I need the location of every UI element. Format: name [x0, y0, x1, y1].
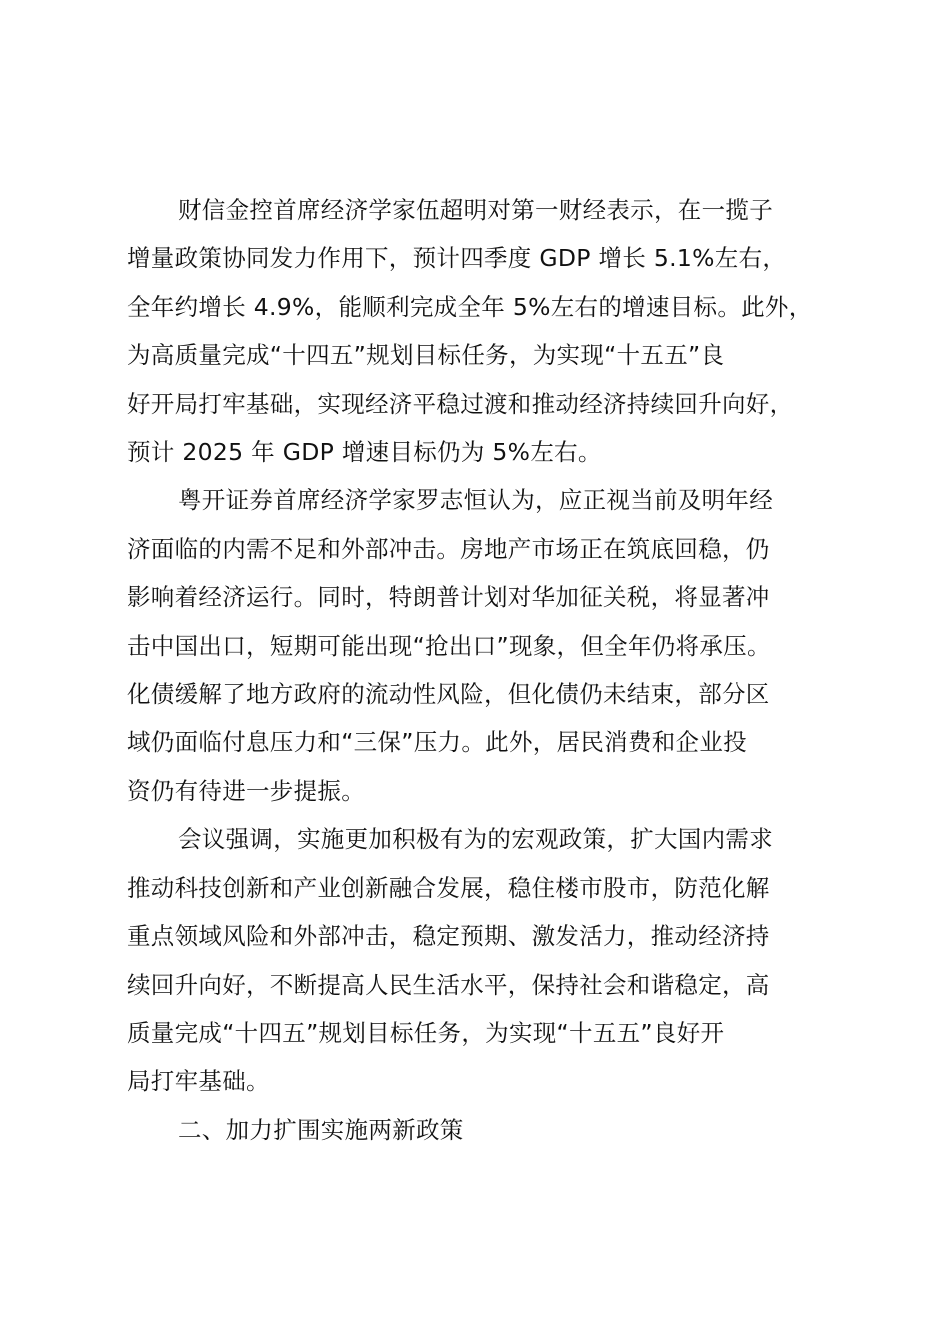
text-line: 会议强调，实施更加积极有为的宏观政策，扩大国内需求	[178, 825, 773, 854]
text-line: 财信金控首席经济学家伍超明对第一财经表示，在一揽子	[178, 196, 773, 224]
text-line: 预计 2025 年 GDP 增速目标仍为 5%左右。	[127, 438, 602, 467]
text-line: 为高质量完成“十四五”规划目标任务，为实现“十五五”良	[127, 341, 725, 370]
text-line: 域仍面临付息压力和“三保”压力。此外，居民消费和企业投	[127, 728, 747, 757]
heading-text: 二、加力扩围实施两新政策	[178, 1115, 464, 1144]
paragraph-3	[127, 815, 857, 1105]
document-page	[127, 186, 857, 1154]
text-line: 续回升向好，不断提高人民生活水平，保持社会和谐稳定，高	[127, 970, 770, 999]
text-line: 击中国出口，短期可能出现“抢出口”现象，但全年仍将承压。	[127, 631, 771, 660]
text-line: 推动科技创新和产业创新融合发展，稳住楼市股市，防范化解	[127, 873, 770, 902]
text-line: 资仍有待进一步提振。	[127, 776, 365, 805]
text-line: 质量完成“十四五”规划目标任务，为实现“十五五”良好开	[127, 1018, 725, 1047]
text-line: 济面临的内需不足和外部冲击。房地产市场正在筑底回稳，仍	[127, 534, 770, 563]
text-line: 局打牢基础。	[127, 1067, 270, 1096]
text-line: 粤开证券首席经济学家罗志恒认为，应正视当前及明年经	[178, 486, 773, 515]
text-line: 化债缓解了地方政府的流动性风险，但化债仍未结束，部分区	[127, 680, 770, 709]
text-line: 重点领域风险和外部冲击，稳定预期、激发活力，推动经济持	[127, 922, 770, 951]
paragraph-2	[127, 476, 857, 815]
section-heading	[127, 1106, 857, 1154]
paragraph-1	[127, 186, 857, 476]
text-line: 全年约增长 4.9%，能顺利完成全年 5%左右的增速目标。此外，	[127, 292, 813, 321]
text-line: 好开局打牢基础，实现经济平稳过渡和推动经济持续回升向好，	[127, 389, 794, 418]
text-line: 影响着经济运行。同时，特朗普计划对华加征关税，将显著冲	[127, 583, 770, 612]
text-line: 增量政策协同发力作用下，预计四季度 GDP 增长 5.1%左右，	[127, 244, 787, 273]
